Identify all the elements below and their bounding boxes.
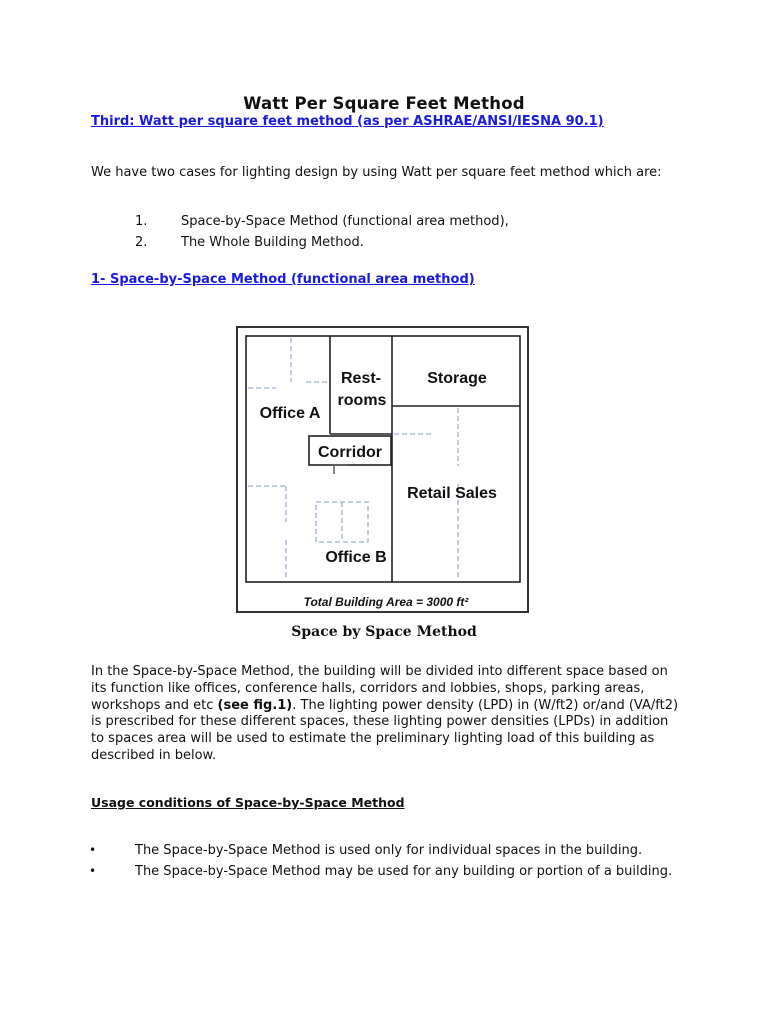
subtitle-link[interactable]: Third: Watt per square feet method (as per ASHRAE/ANSI/IESNA 90.1) [91,114,604,129]
restrooms-label: Rest- [340,370,382,387]
list-item [89,843,709,864]
bullet-text: The Space-by-Space Method may be used for any building or portion of a building. [135,864,673,879]
figure-caption: Space by Space Method [291,624,477,640]
list-item-text: The Whole Building Method. [181,235,364,250]
paragraph-part2: . The lighting power density (LPD) in (W/ft2) or/and (VA/ft2) is prescribed for these different spaces, these lighting power densities (LPDs) in addition to spaces area will be used to estimate the preliminary lighting load of this building as described in below. [91,697,679,763]
office-a-label: Office A [259,405,321,422]
space-by-space-paragraph [91,664,681,765]
list-item [89,864,709,885]
bullet-icon: • [89,864,97,878]
restrooms-label-line2: rooms [337,392,387,409]
office-b-label: Office B [325,549,387,566]
bullet-text: The Space-by-Space Method is used only for individual spaces in the building. [135,843,643,858]
usage-bullets [89,843,709,885]
see-fig-reference: (see fig.1) [217,697,293,713]
page-title: Watt Per Square Feet Method [243,94,525,113]
list-item-text: Space-by-Space Method (functional area method), [181,214,509,229]
list-item-number: 2. [135,235,148,250]
paragraph-part1: In the Space-by-Space Method, the building will be divided into different space based on its function like offices, conference halls, corridors and lobbies, shops, parking areas, workshops and etc [91,664,668,713]
storage-label: Storage [427,370,487,387]
section-link-space-by-space[interactable]: 1- Space-by-Space Method (functional area method) [91,272,475,287]
bullet-icon: • [89,843,97,857]
corridor-label: Corridor [318,444,382,461]
floor-plan-figure [236,326,530,614]
total-area-label: Total Building Area = 3000 ft² [303,595,469,609]
usage-heading: Usage conditions of Space-by-Space Method [91,795,405,810]
intro-text: We have two cases for lighting design by using Watt per square feet method which are: [91,165,662,180]
list-item-number: 1. [135,214,148,229]
retail-sales-label: Retail Sales [407,485,497,502]
